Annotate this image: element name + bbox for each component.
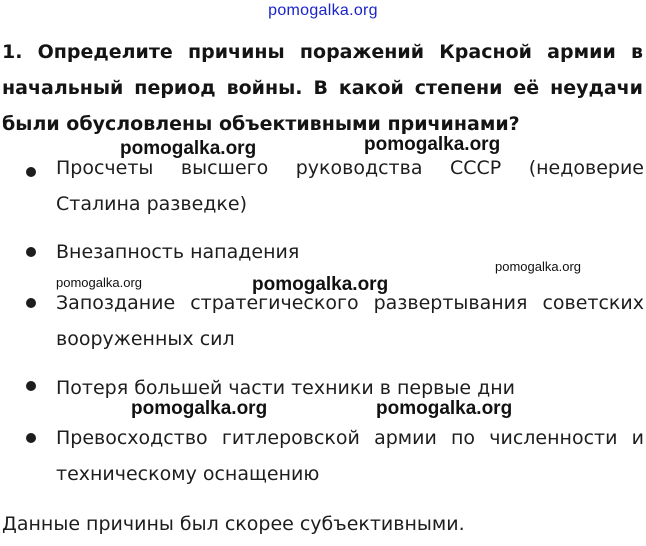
- list-item-text: Просчеты высшего руководства СССР (недоверие Сталина разведке): [56, 157, 644, 215]
- list-item-text: Превосходство гитлеровской армии по численности и техническому оснащению: [56, 427, 644, 485]
- watermark-overlay: pomogalka.org: [252, 274, 389, 295]
- watermark-overlay: pomogalka.org: [376, 398, 513, 419]
- top-watermark: pomogalka.org: [268, 2, 378, 19]
- watermark-overlay: pomogalka.org: [56, 275, 142, 290]
- bullet-icon: [26, 298, 36, 308]
- list-item-text: Внезапность нападения: [56, 241, 300, 263]
- question-text: 1. Определите причины поражений Красной армии в начальный период войны. В какой степени её неудачи были обусловлены объективными причинами?: [2, 41, 643, 135]
- bullet-icon: [26, 247, 36, 257]
- watermark-overlay: pomogalka.org: [495, 259, 581, 274]
- bullet-icon: [26, 167, 36, 177]
- list-item-text: Потеря большей части техники в первые дни: [56, 377, 515, 399]
- bullet-icon: [26, 433, 36, 443]
- conclusion-text: Данные причины был скорее субъективными.: [2, 513, 465, 535]
- watermark-overlay: pomogalka.org: [364, 134, 501, 155]
- watermark-overlay: pomogalka.org: [120, 138, 257, 159]
- list-item-text: Запоздание стратегического развертывания советских вооруженных сил: [56, 292, 644, 350]
- watermark-overlay: pomogalka.org: [131, 398, 268, 419]
- bullet-icon: [26, 381, 36, 391]
